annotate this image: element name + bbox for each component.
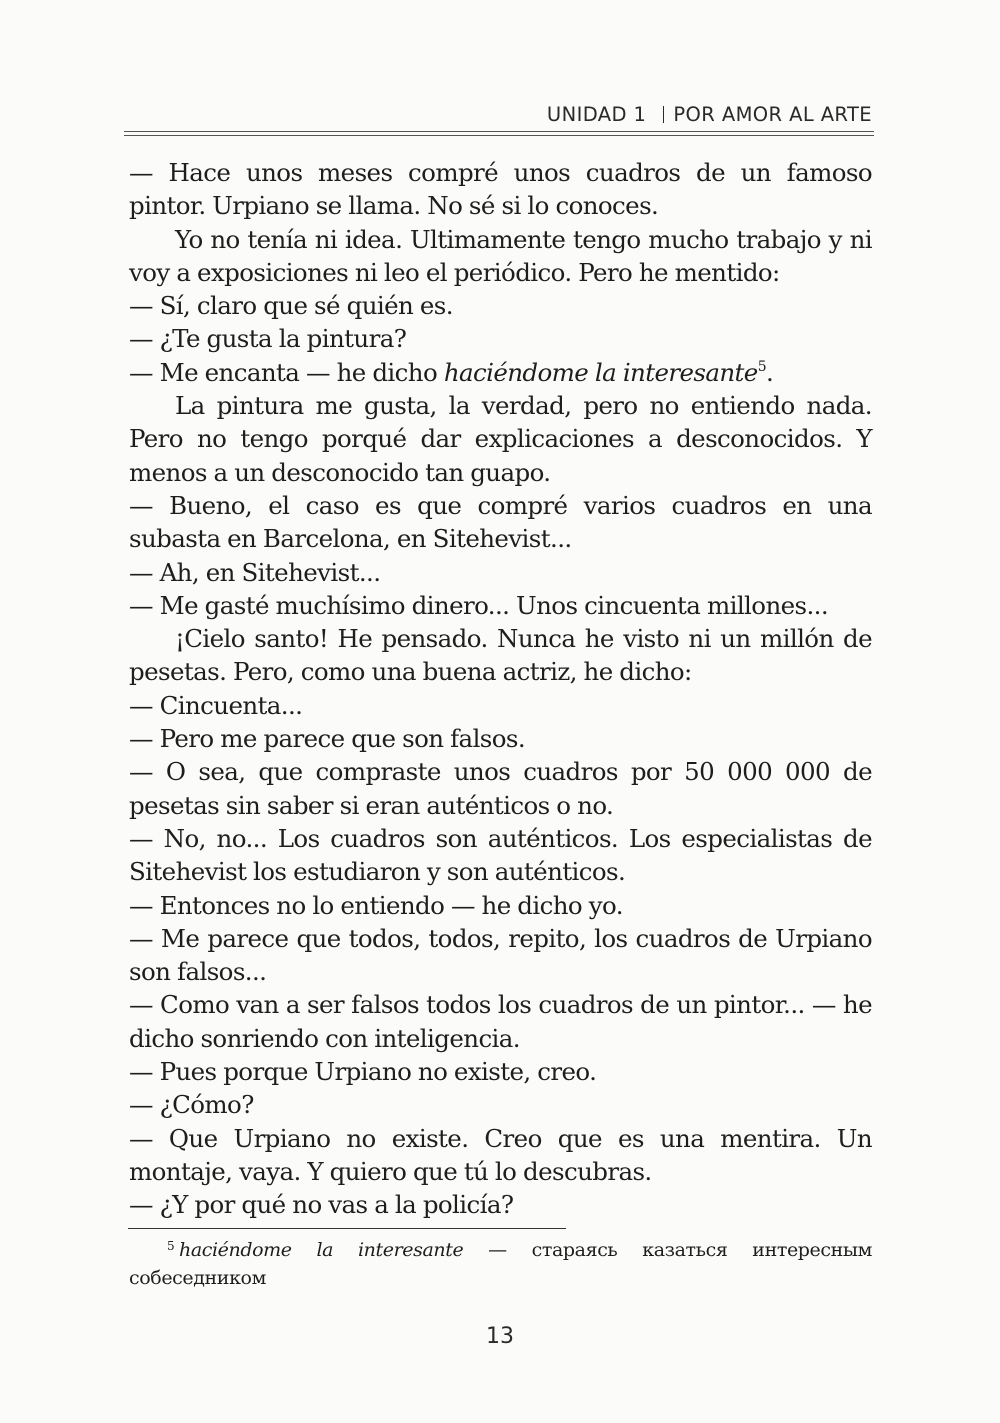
paragraph: — O sea, que compraste unos cuadros por 50 000 000 de pesetas sin saber si eran auténticos o no. xyxy=(129,757,872,820)
paragraph: ¡Cielo santo! He pensado. Nunca he visto ni un millón de pesetas. Pero, como una buena actriz, he dicho: xyxy=(129,624,872,687)
header-unit: UNIDAD 1 xyxy=(546,103,647,126)
paragraph: — Bueno, el caso es que compré varios cuadros en una subasta en Barcelona, en Sitehevist... xyxy=(129,490,872,554)
footnote-rule xyxy=(128,1228,566,1229)
paragraph-text: — Me encanta — he dicho xyxy=(129,357,444,387)
header-separator xyxy=(663,106,664,123)
paragraph: — Entonces no lo entiendo — he dicho yo. xyxy=(129,890,623,920)
running-header xyxy=(130,100,872,130)
paragraph: La pintura me gusta, la verdad, pero no entiendo nada. Pero no tengo porqué dar explicaciones a desconocidos. Y menos a un desconocido tan guapo. xyxy=(129,391,872,487)
paragraph: — Cincuenta... xyxy=(129,690,303,720)
paragraph: — Me gasté muchísimo dinero... Unos cincuenta millones... xyxy=(129,590,829,620)
paragraph: — Hace unos meses compré unos cuadros de un famoso pintor. Urpiano se llama. No sé si lo conoces. xyxy=(129,158,872,221)
footnote-reference[interactable]: 5 xyxy=(757,358,767,375)
footnote-term: haciéndome la interesante xyxy=(179,1239,464,1261)
header-rule-secondary xyxy=(124,135,874,136)
footnote: 5 haciéndome la interesante — стараясь казаться интересным собеседником xyxy=(129,1239,872,1289)
paragraph: — ¿Cómo? xyxy=(129,1090,254,1120)
paragraph: — Ah, en Sitehevist... xyxy=(129,557,381,587)
footnote-definition: — стараясь казаться интересным собеседником xyxy=(129,1239,872,1289)
paragraph xyxy=(129,356,872,389)
paragraph: — Pero me parece que son falsos. xyxy=(129,724,526,754)
paragraph-text: . xyxy=(766,357,774,387)
paragraph: — Como van a ser falsos todos los cuadros de un pintor... — he dicho sonriendo con inteligencia. xyxy=(129,990,872,1053)
paragraph: — ¿Y por qué no vas a la policía? xyxy=(129,1190,514,1220)
paragraph: — No, no... Los cuadros son auténticos. Los especialistas de Sitehevist los estudiaron y son auténticos. xyxy=(129,823,872,887)
paragraph: Yo no tenía ni idea. Ultimamente tengo mucho trabajo y ni voy a exposiciones ni leo el periódico. Pero he mentido: xyxy=(129,224,872,287)
emphasis-text: haciéndome la interesante xyxy=(443,357,758,387)
paragraph: — Pues porque Urpiano no existe, creo. xyxy=(129,1057,597,1087)
header-title: POR AMOR AL ARTE xyxy=(673,103,872,126)
paragraph: — ¿Te gusta la pintura? xyxy=(129,324,407,354)
header-rule xyxy=(124,131,874,132)
paragraph: — Sí, claro que sé quién es. xyxy=(129,291,453,321)
main-text xyxy=(129,156,872,1222)
paragraph: — Me parece que todos, todos, repito, los cuadros de Urpiano son falsos... xyxy=(129,923,872,987)
page-number: 13 xyxy=(486,1324,514,1349)
paragraph: — Que Urpiano no existe. Creo que es una mentira. Un montaje, vaya. Y quiero que tú lo descubras. xyxy=(129,1123,872,1186)
